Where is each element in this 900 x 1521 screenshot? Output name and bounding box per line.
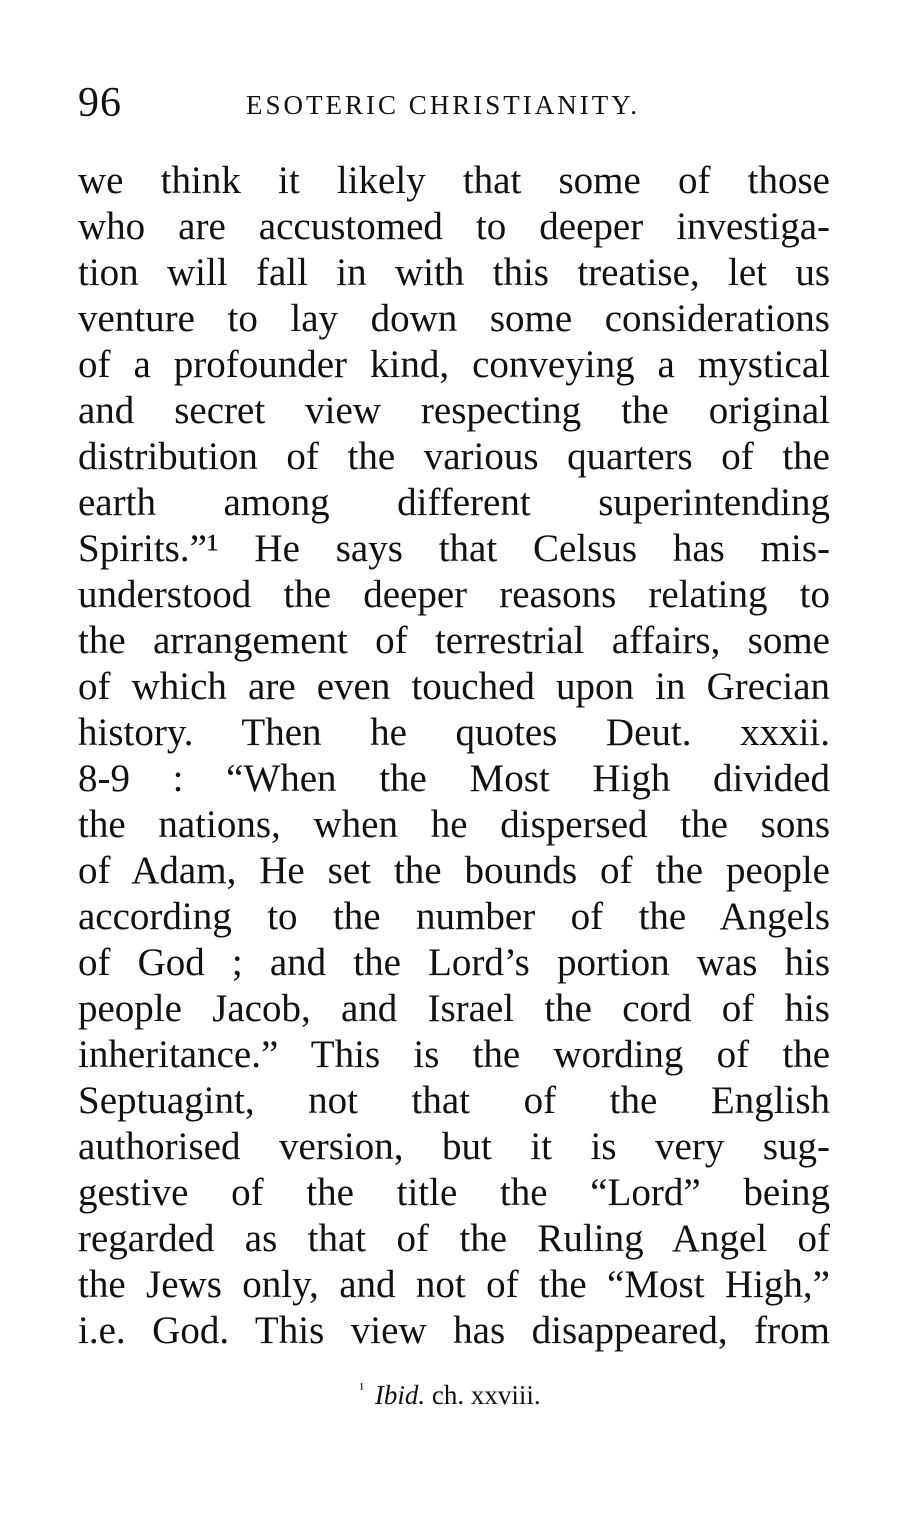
footnote-marker: ¹: [359, 1381, 365, 1398]
text-line: Septuagint, not that of the English: [78, 1079, 830, 1122]
text-line: earth among different superintending: [78, 481, 830, 524]
text-line: tion will fall in with this treatise, let us: [78, 251, 830, 294]
text-line: the arrangement of terrestrial affairs, some: [78, 619, 830, 662]
text-line: of God ; and the Lord’s portion was his: [78, 941, 830, 984]
text-line: history. Then he quotes Deut. xxxii.: [78, 711, 830, 754]
text-line: the Jews only, and not of the “Most High,”: [78, 1263, 830, 1306]
text-line: we think it likely that some of those: [78, 159, 830, 202]
text-line: who are accustomed to deeper investiga-: [78, 205, 830, 248]
footnote: [0, 1370, 900, 1415]
running-title: ESOTERIC CHRISTIANITY.: [246, 90, 641, 120]
text-line: i.e. God. This view has disappeared, from: [78, 1309, 830, 1352]
text-line: gestive of the title the “Lord” being: [78, 1171, 830, 1214]
text-line: the nations, when he dispersed the sons: [78, 803, 830, 846]
running-head: [78, 78, 830, 128]
text-line: according to the number of the Angels: [78, 895, 830, 938]
text-line: understood the deeper reasons relating to: [78, 573, 830, 616]
footnote-ibid: Ibid.: [374, 1380, 426, 1410]
page-number: 96: [78, 80, 122, 126]
text-line: regarded as that of the Ruling Angel of: [78, 1217, 830, 1260]
text-line: of a profounder kind, conveying a mystical: [78, 343, 830, 386]
footnote-reference: ch. xxviii.: [431, 1380, 541, 1410]
text-line: Spirits.”¹ He says that Celsus has mis-: [78, 527, 830, 570]
body-text: [78, 158, 830, 1354]
text-line: 8-9 : “When the Most High divided: [78, 757, 830, 800]
text-line: distribution of the various quarters of the: [78, 435, 830, 478]
text-line: of Adam, He set the bounds of the people: [78, 849, 830, 892]
text-line: of which are even touched upon in Grecian: [78, 665, 830, 708]
text-line: people Jacob, and Israel the cord of his: [78, 987, 830, 1030]
text-line: authorised version, but it is very sug-: [78, 1125, 830, 1168]
text-line: inheritance.” This is the wording of the: [78, 1033, 830, 1076]
text-line: and secret view respecting the original: [78, 389, 830, 432]
text-line: venture to lay down some considerations: [78, 297, 830, 340]
